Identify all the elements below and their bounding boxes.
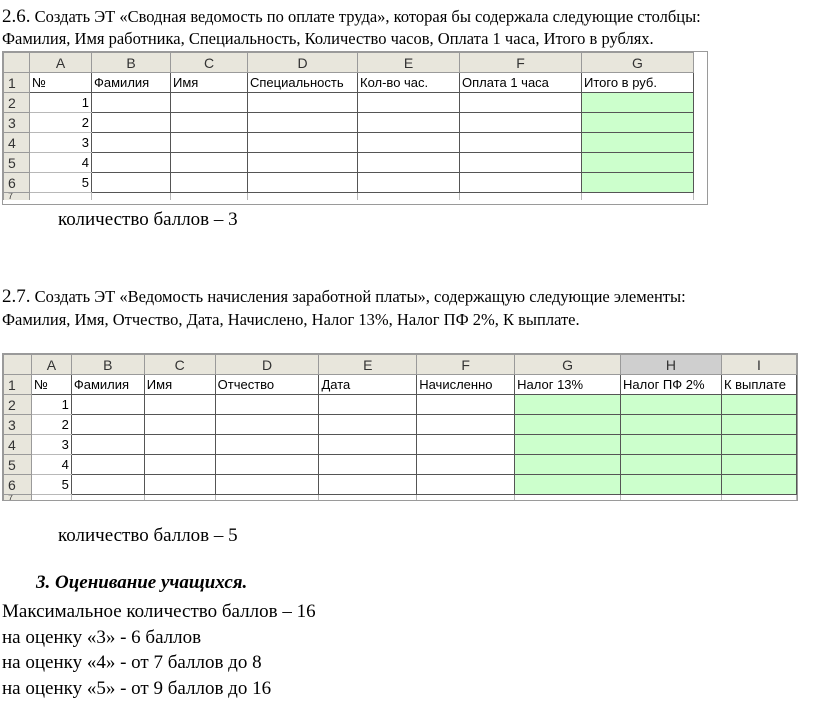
column-header-f[interactable]: F [460, 53, 582, 73]
task1-score: количество баллов – 3 [58, 209, 238, 230]
cell[interactable] [71, 435, 144, 455]
cell-header-specialty[interactable]: Специальность [248, 73, 358, 93]
column-header-row [4, 355, 797, 375]
cell[interactable] [215, 475, 319, 495]
spreadsheet-1-grid [3, 52, 694, 200]
row-header[interactable]: 2 [4, 395, 32, 415]
row-header[interactable]: 6 [4, 173, 30, 193]
cell[interactable] [417, 475, 515, 495]
cell[interactable] [621, 495, 722, 502]
cell[interactable] [248, 93, 358, 113]
cell-header-patronymic[interactable]: Отчество [215, 375, 319, 395]
cell-number[interactable]: 2 [31, 415, 71, 435]
cell-header-payout[interactable]: К выплате [721, 375, 796, 395]
cell-header-date[interactable]: Дата [319, 375, 417, 395]
cell-number[interactable]: 5 [31, 475, 71, 495]
cell[interactable] [248, 193, 358, 201]
cell[interactable] [515, 495, 621, 502]
cell-pf-tax[interactable] [621, 455, 722, 475]
cell-pf-tax[interactable] [621, 435, 722, 455]
column-header-a[interactable]: A [30, 53, 92, 73]
column-header-f[interactable]: F [417, 355, 515, 375]
cell-pf-tax[interactable] [621, 475, 722, 495]
cell-total[interactable] [582, 113, 694, 133]
select-all-corner[interactable] [4, 53, 30, 73]
column-header-g[interactable]: G [582, 53, 694, 73]
cell[interactable] [171, 113, 248, 133]
cell[interactable] [171, 93, 248, 113]
cell[interactable] [171, 133, 248, 153]
cell-total[interactable] [582, 93, 694, 113]
cell[interactable] [144, 455, 215, 475]
cell[interactable] [319, 455, 417, 475]
cell-header-no[interactable]: № [31, 375, 71, 395]
cell-total[interactable] [582, 133, 694, 153]
table-row [4, 133, 694, 153]
cell[interactable] [144, 475, 215, 495]
grading-grade-4: на оценку «4» - от 7 баллов до 8 [2, 652, 262, 673]
cell[interactable] [460, 193, 582, 201]
row-header[interactable]: 1 [4, 73, 30, 93]
column-header-d[interactable]: D [248, 53, 358, 73]
cell[interactable] [31, 495, 71, 502]
table-row [4, 475, 797, 495]
cell[interactable] [144, 395, 215, 415]
cell[interactable] [248, 173, 358, 193]
cell[interactable] [319, 415, 417, 435]
column-header-e[interactable]: E [358, 53, 460, 73]
cell[interactable] [319, 475, 417, 495]
cell[interactable] [171, 153, 248, 173]
task1-line2: Фамилия, Имя работника, Специальность, Количество часов, Оплата 1 часа, Итого в рублях. [2, 29, 654, 48]
cell[interactable] [92, 93, 171, 113]
task1-line1-text: Создать ЭТ «Сводная ведомость по оплате труда», которая бы содержала следующие столбцы: [34, 7, 701, 26]
cell-header-surname[interactable]: Фамилия [92, 73, 171, 93]
cell-header-hours[interactable]: Кол-во час. [358, 73, 460, 93]
cell-payout[interactable] [721, 475, 796, 495]
task2-score: количество баллов – 5 [58, 525, 238, 546]
column-header-c[interactable]: C [171, 53, 248, 73]
task2-line1 [2, 286, 686, 308]
table-row [4, 153, 694, 173]
cell-tax13[interactable] [515, 395, 621, 415]
cell-number[interactable]: 1 [30, 93, 92, 113]
table-row [4, 415, 797, 435]
task1-line1 [2, 6, 701, 28]
cell[interactable] [460, 93, 582, 113]
cell-header-no[interactable]: № [30, 73, 92, 93]
cell[interactable] [215, 415, 319, 435]
select-all-corner[interactable] [4, 355, 32, 375]
cell-header-surname[interactable]: Фамилия [71, 375, 144, 395]
column-header-i[interactable]: I [721, 355, 796, 375]
table-row [4, 495, 797, 502]
cell[interactable] [71, 495, 144, 502]
cell[interactable] [721, 495, 796, 502]
cell[interactable] [319, 395, 417, 415]
cell-payout[interactable] [721, 455, 796, 475]
column-header-b[interactable]: B [71, 355, 144, 375]
table-row [4, 113, 694, 133]
cell-number[interactable]: 1 [31, 395, 71, 415]
grading-grade-3: на оценку «3» - 6 баллов [2, 627, 202, 648]
cell[interactable] [248, 153, 358, 173]
cell[interactable] [460, 153, 582, 173]
cell-number[interactable]: 3 [30, 133, 92, 153]
cell-header-pf-tax[interactable]: Налог ПФ 2% [621, 375, 722, 395]
task2-number: 2.7. [2, 286, 31, 307]
table-row [4, 375, 797, 395]
cell[interactable] [319, 435, 417, 455]
task2-line1-text: Создать ЭТ «Ведомость начисления заработной платы», содержащую следующие элементы: [34, 287, 686, 306]
column-header-e[interactable]: E [319, 355, 417, 375]
cell[interactable] [248, 113, 358, 133]
cell[interactable] [460, 173, 582, 193]
cell[interactable] [358, 153, 460, 173]
cell[interactable] [30, 193, 92, 201]
cell-payout[interactable] [721, 395, 796, 415]
table-row [4, 455, 797, 475]
cell[interactable] [92, 113, 171, 133]
cell[interactable] [215, 435, 319, 455]
cell[interactable] [144, 435, 215, 455]
table-row [4, 435, 797, 455]
cell-number[interactable]: 5 [30, 173, 92, 193]
cell-header-tax13[interactable]: Налог 13% [515, 375, 621, 395]
cell-header-rate[interactable]: Оплата 1 часа [460, 73, 582, 93]
task2-line2: Фамилия, Имя, Отчество, Дата, Начислено, Налог 13%, Налог ПФ 2%, К выплате. [2, 310, 580, 329]
cell[interactable] [248, 133, 358, 153]
row-header[interactable]: 5 [4, 455, 32, 475]
cell-tax13[interactable] [515, 475, 621, 495]
cell-header-accrued[interactable]: Начисленно [417, 375, 515, 395]
row-header[interactable]: 4 [4, 133, 30, 153]
cell[interactable] [92, 193, 171, 201]
cell[interactable] [460, 113, 582, 133]
row-header[interactable]: 1 [4, 375, 32, 395]
row-header[interactable]: 2 [4, 93, 30, 113]
table-row [4, 93, 694, 113]
cell[interactable] [358, 173, 460, 193]
cell-number[interactable]: 4 [31, 455, 71, 475]
row-header[interactable]: 6 [4, 475, 32, 495]
cell[interactable] [71, 475, 144, 495]
cell[interactable] [417, 495, 515, 502]
column-header-a[interactable]: A [31, 355, 71, 375]
table-row [4, 395, 797, 415]
cell-tax13[interactable] [515, 435, 621, 455]
grading-max-score: Максимальное количество баллов – 16 [2, 601, 316, 622]
cell-header-name[interactable]: Имя [171, 73, 248, 93]
cell-payout[interactable] [721, 415, 796, 435]
cell-header-total[interactable]: Итого в руб. [582, 73, 694, 93]
cell-number[interactable]: 2 [30, 113, 92, 133]
cell[interactable] [417, 415, 515, 435]
cell-total[interactable] [582, 153, 694, 173]
table-row [4, 193, 694, 201]
row-header[interactable]: 7 [4, 495, 32, 502]
cell[interactable] [144, 415, 215, 435]
cell-payout[interactable] [721, 435, 796, 455]
row-header[interactable]: 3 [4, 415, 32, 435]
cell[interactable] [215, 455, 319, 475]
spreadsheet-2-grid [3, 354, 797, 501]
cell[interactable] [144, 495, 215, 502]
table-row [4, 73, 694, 93]
cell[interactable] [92, 133, 171, 153]
cell-number[interactable]: 4 [30, 153, 92, 173]
column-header-h[interactable]: H [621, 355, 722, 375]
cell-pf-tax[interactable] [621, 395, 722, 415]
cell[interactable] [417, 455, 515, 475]
cell[interactable] [417, 435, 515, 455]
grading-grade-5: на оценку «5» - от 9 баллов до 16 [2, 678, 272, 699]
cell[interactable] [215, 395, 319, 415]
row-header[interactable]: 5 [4, 153, 30, 173]
row-header[interactable]: 3 [4, 113, 30, 133]
cell-pf-tax[interactable] [621, 415, 722, 435]
grading-heading: 3. Оценивание учащихся. [36, 572, 248, 593]
cell[interactable] [71, 455, 144, 475]
cell[interactable] [71, 395, 144, 415]
row-header[interactable]: 4 [4, 435, 32, 455]
row-header[interactable]: 7 [4, 193, 30, 201]
cell[interactable] [358, 93, 460, 113]
cell-header-name[interactable]: Имя [144, 375, 215, 395]
cell[interactable] [417, 395, 515, 415]
spreadsheet-2 [2, 353, 798, 501]
table-row [4, 173, 694, 193]
cell-number[interactable]: 3 [31, 435, 71, 455]
cell-total[interactable] [582, 173, 694, 193]
column-header-b[interactable]: B [92, 53, 171, 73]
cell[interactable] [582, 193, 694, 201]
cell-tax13[interactable] [515, 415, 621, 435]
cell[interactable] [92, 153, 171, 173]
cell[interactable] [171, 173, 248, 193]
cell[interactable] [358, 133, 460, 153]
spreadsheet-1 [2, 51, 708, 205]
cell[interactable] [319, 495, 417, 502]
task1-number: 2.6. [2, 6, 31, 27]
column-header-d[interactable]: D [215, 355, 319, 375]
cell[interactable] [215, 495, 319, 502]
cell[interactable] [460, 133, 582, 153]
cell[interactable] [358, 193, 460, 201]
cell-tax13[interactable] [515, 455, 621, 475]
cell[interactable] [92, 173, 171, 193]
cell[interactable] [358, 113, 460, 133]
cell[interactable] [71, 415, 144, 435]
column-header-c[interactable]: C [144, 355, 215, 375]
column-header-g[interactable]: G [515, 355, 621, 375]
column-header-row [4, 53, 694, 73]
cell[interactable] [171, 193, 248, 201]
